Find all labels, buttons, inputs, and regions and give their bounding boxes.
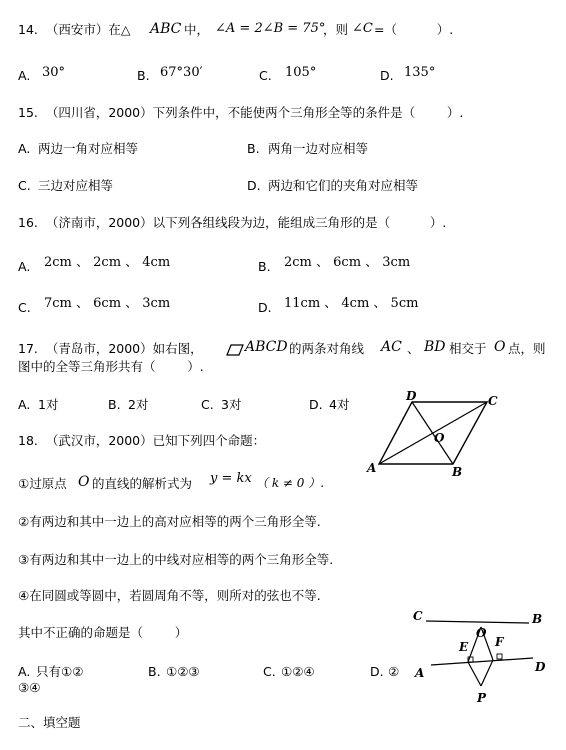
intersecting-lines-figure bbox=[405, 606, 555, 706]
q14-option-d-value: 135° bbox=[404, 65, 436, 80]
q14-triangle-name: ABC bbox=[150, 21, 182, 37]
figure-label-f: F bbox=[495, 635, 504, 649]
q14-stem-mid: 中， bbox=[184, 22, 210, 37]
q14-option-b-value: 67°30′ bbox=[160, 65, 203, 80]
figure-label-b: B bbox=[532, 612, 543, 626]
q17-stem-end: 点，则 bbox=[508, 341, 546, 356]
q17-option-d-text: 4对 bbox=[329, 397, 350, 412]
q17-option-b-letter: B. bbox=[108, 397, 121, 412]
figure-label-o: O bbox=[434, 431, 445, 445]
q17-stem-start: 17. （青岛市，2000）如右图， bbox=[18, 341, 203, 356]
q14-option-a-value: 30° bbox=[42, 65, 66, 80]
q16-option-b-text: 2cm 、 6cm 、 3cm bbox=[284, 255, 411, 270]
q14-option-a-letter: A. bbox=[18, 68, 31, 83]
q18-proposition-1-start: ①过原点 bbox=[18, 476, 67, 491]
q16-option-c-letter: C. bbox=[18, 300, 31, 315]
parallelogram-icon bbox=[226, 344, 244, 356]
figure-label-c: C bbox=[413, 609, 423, 623]
figure-label-a: A bbox=[367, 461, 377, 475]
q17-parallelogram-name: ABCD bbox=[245, 339, 288, 355]
diagonal-bd bbox=[412, 402, 453, 464]
q18-question: 其中不正确的命题是（ ） bbox=[18, 625, 188, 640]
q17-point-o: O bbox=[494, 339, 506, 355]
q18-option-a-text: 只有①② bbox=[36, 664, 84, 679]
q15-option-d-letter: D. bbox=[247, 178, 261, 193]
q17-option-a-text: 1对 bbox=[38, 397, 59, 412]
section-heading-fill-in: 二、填空题 bbox=[18, 715, 81, 730]
q14-stem-then: ，则 bbox=[323, 22, 349, 37]
q17-option-d-letter: D. bbox=[309, 397, 323, 412]
q15-option-b-text: 两角一边对应相等 bbox=[268, 141, 369, 156]
q17-option-c-letter: C. bbox=[201, 397, 214, 412]
q16-option-a-text: 2cm 、 2cm 、 4cm bbox=[44, 255, 171, 270]
figure-label-b: B bbox=[452, 465, 463, 476]
figure-label-d: D bbox=[406, 389, 417, 403]
figure-label-d: D bbox=[535, 660, 546, 674]
q17-diagonal-bd: BD bbox=[424, 339, 446, 355]
q18-option-d-continued: ③④ bbox=[18, 680, 41, 695]
q15-option-c-letter: C. bbox=[18, 178, 31, 193]
q18-proposition-1-origin: O bbox=[78, 474, 90, 490]
q18-option-b-text: ①②③ bbox=[166, 664, 200, 679]
line-pf bbox=[481, 660, 493, 686]
q18-proposition-2: ②有两边和其中一边上的高对应相等的两个三角形全等. bbox=[18, 514, 321, 529]
q16-option-d-letter: D. bbox=[258, 300, 272, 315]
q17-option-a-letter: A. bbox=[18, 397, 31, 412]
q17-stem-line2: 图中的全等三角形共有（ ）. bbox=[18, 359, 204, 374]
line-cb bbox=[426, 621, 529, 623]
q16-stem: 16. （济南市，2000）以下列各组线段为边，能组成三角形的是（ ）. bbox=[18, 215, 447, 230]
right-angle-mark-f bbox=[497, 654, 502, 659]
q15-option-c-text: 三边对应相等 bbox=[38, 178, 114, 193]
q15-option-a-letter: A. bbox=[18, 141, 31, 156]
q18-proposition-4: ④在同圆或等圆中，若圆周角不等，则所对的弦也不等. bbox=[18, 588, 321, 603]
q15-stem: 15. （四川省，2000）下列条件中，不能使两个三角形全等的条件是（ ）. bbox=[18, 105, 464, 120]
q18-option-c-letter: C. bbox=[263, 664, 276, 679]
q18-option-d-letter: D. bbox=[370, 664, 384, 679]
q18-proposition-1-condition: （ k ≠ 0 ）. bbox=[256, 476, 325, 490]
q15-option-b-letter: B. bbox=[247, 141, 260, 156]
q14-condition: ∠A = 2∠B = 75° bbox=[215, 21, 326, 36]
q14-option-c-value: 105° bbox=[285, 65, 317, 80]
q16-option-a-letter: A. bbox=[18, 259, 31, 274]
q18-proposition-1-equation: y = kx bbox=[210, 471, 252, 486]
line-ad bbox=[431, 658, 533, 665]
q17-stem-diagonals: 的两条对角线 bbox=[289, 341, 365, 356]
q18-option-c-text: ①②④ bbox=[281, 664, 315, 679]
q14-angle-c: ∠C bbox=[352, 21, 373, 36]
q18-proposition-1-mid: 的直线的解析式为 bbox=[92, 476, 193, 491]
q14-stem-start: 14. （西安市）在△ bbox=[18, 22, 131, 37]
q16-option-b-letter: B. bbox=[258, 259, 271, 274]
q14-option-c-letter: C. bbox=[259, 68, 272, 83]
q18-option-d-text: ② bbox=[388, 664, 400, 679]
q14-option-b-letter: B. bbox=[137, 68, 150, 83]
q17-separator: 、 bbox=[407, 341, 420, 356]
q14-option-d-letter: D. bbox=[380, 68, 394, 83]
q14-stem-end: =（ ）. bbox=[374, 22, 454, 37]
q18-option-a-letter: A. bbox=[18, 664, 31, 679]
q17-option-c-text: 3对 bbox=[221, 397, 242, 412]
figure-label-o: O bbox=[476, 626, 487, 640]
figure-label-a: A bbox=[415, 666, 425, 680]
q16-option-c-text: 7cm 、 6cm 、 3cm bbox=[44, 296, 171, 311]
figure-label-e: E bbox=[459, 640, 469, 654]
q17-diagonal-ac: AC bbox=[381, 339, 402, 355]
q18-proposition-3: ③有两边和其中一边上的中线对应相等的两个三角形全等. bbox=[18, 552, 334, 567]
q15-option-a-text: 两边一角对应相等 bbox=[38, 141, 139, 156]
line-pe bbox=[468, 662, 481, 686]
q15-option-d-text: 两边和它们的夹角对应相等 bbox=[268, 178, 419, 193]
q18-stem: 18. （武汉市，2000）已知下列四个命题： bbox=[18, 433, 266, 448]
q18-option-b-letter: B. bbox=[148, 664, 161, 679]
q17-option-b-text: 2对 bbox=[128, 397, 149, 412]
q16-option-d-text: 11cm 、 4cm 、 5cm bbox=[284, 296, 419, 311]
figure-label-c: C bbox=[488, 394, 498, 408]
q17-stem-intersect: 相交于 bbox=[449, 341, 487, 356]
parallelogram-figure bbox=[362, 386, 512, 476]
figure-label-p: P bbox=[477, 691, 487, 705]
